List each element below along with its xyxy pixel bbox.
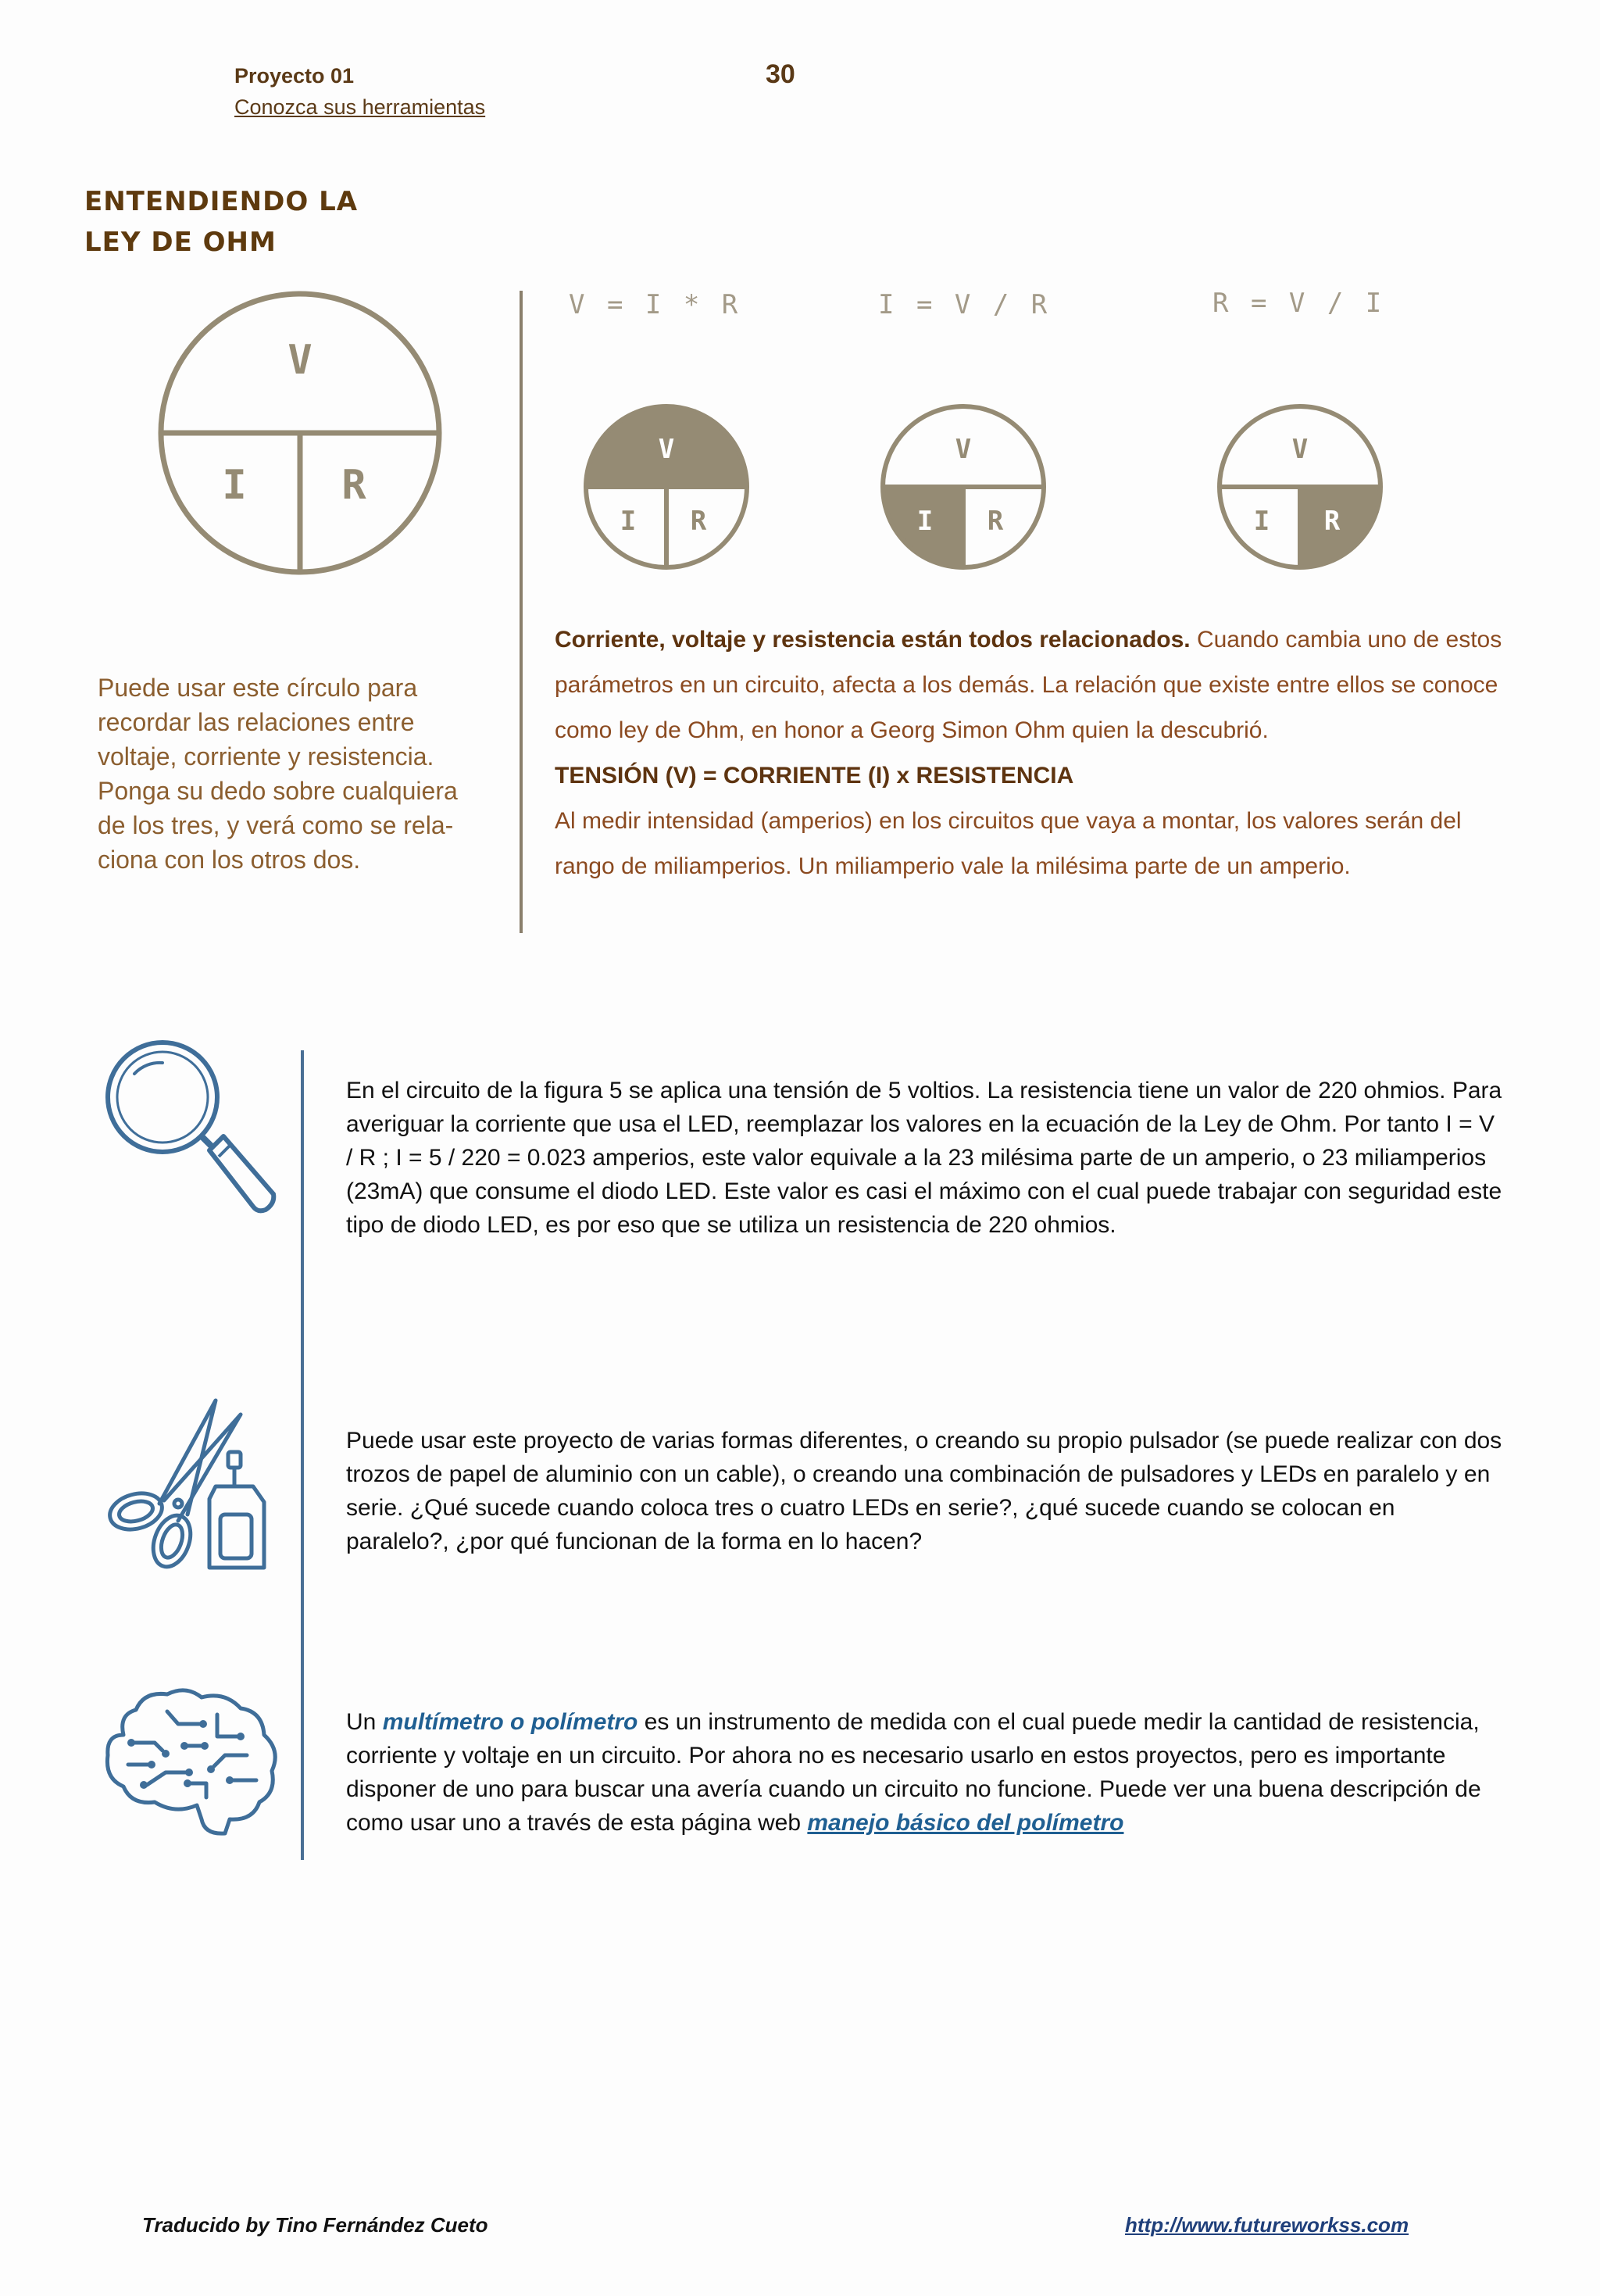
footer-url-link[interactable]: http://www.futureworkss.com (1125, 2213, 1409, 2237)
multimeter-paragraph (346, 1705, 1502, 1840)
ohm-circle-r-highlight (1213, 400, 1387, 574)
formula-r: R = V / I (1212, 288, 1385, 319)
ohm-circle-diagram (155, 288, 445, 578)
small-v-label: V (955, 434, 972, 465)
caption-line: Puede usar este círculo para (98, 674, 418, 702)
ohm-relationship-text (555, 617, 1516, 889)
ohm-law-formula: TENSIÓN (V) = CORRIENTE (I) x RESISTENCIA (555, 763, 1074, 789)
circle-label-i: I (222, 462, 247, 509)
header-project: Proyecto 01 (234, 64, 355, 88)
magnifying-glass-icon (100, 1033, 281, 1221)
project-variations-paragraph: Puede usar este proyecto de varias formas diferentes, o creando su propio pulsador (se puede realizar con dos trozos de papel de aluminio con un cable), o creando una combinación de pulsadores y LEDs en paralelo y en serie. ¿Qué sucede cuando coloca tres o cuatro LEDs en serie?, ¿qué sucede cuando se colocan en paralelo?, ¿por qué funcionan de la forma en lo hacen? (346, 1428, 1502, 1554)
section-divider (520, 291, 523, 933)
small-i-label: I (1253, 506, 1270, 537)
milliamp-note: Al medir intensidad (amperios) en los circuitos que vaya a montar, los valores serán del rango de miliamperios. Un miliamperio vale la milésima parte de un amperio. (555, 808, 1462, 879)
section-title-line1: ENTENDIENDO LA (84, 186, 359, 217)
ohm-circle-i-highlight (877, 400, 1050, 574)
multimeter-text-mid: es un instrumento de medida con el cual puede medir la cantidad de resistencia, corriente y voltaje en un circuito. Por ahora no es necesario usarlo en estos proyectos, pero es importante disponer de uno para buscar una avería cuando un circuito no funcione. Puede ver una buena descripción de como usar uno a través de esta página web (346, 1709, 1481, 1836)
caption-line: Ponga su dedo sobre cualquiera (98, 777, 458, 805)
relationship-body: Cuando cambia uno de estos parámetros en un circuito, afecta a los demás. La relación que existe entre ellos se conoce como ley de Ohm, en honor a Georg Simon Ohm quien la descubrió. (555, 627, 1502, 743)
relationship-lead: Corriente, voltaje y resistencia están todos relacionados. (555, 627, 1191, 653)
footer-credit: Traducido by Tino Fernández Cueto (142, 2213, 488, 2237)
multimeter-guide-link[interactable]: manejo básico del polímetro (807, 1810, 1124, 1836)
small-i-label: I (916, 506, 934, 537)
multimeter-text-pre: Un (346, 1709, 383, 1735)
small-i-label: I (620, 506, 637, 537)
brain-circuit-icon (100, 1680, 284, 1836)
caption-line: de los tres, y verá como se rela- (98, 811, 454, 839)
multimeter-link[interactable]: multímetro o polímetro (382, 1709, 638, 1735)
circle-label-v: V (288, 337, 312, 384)
circle-label-r: R (341, 462, 366, 509)
small-r-label: R (1323, 506, 1341, 537)
small-v-label: V (658, 434, 675, 465)
scissors-glue-icon (100, 1393, 284, 1577)
small-r-label: R (987, 506, 1004, 537)
caption-line: voltaje, corriente y resistencia. (98, 742, 434, 771)
header-subtitle[interactable]: Conozca sus herramientas (234, 95, 486, 119)
section-title-line2: LEY DE OHM (84, 227, 277, 258)
caption-line: recordar las relaciones entre (98, 708, 415, 736)
formula-v: V = I * R (569, 289, 741, 320)
circle-caption (98, 671, 504, 877)
ohm-circle-v-highlight (580, 400, 753, 574)
page-number: 30 (766, 59, 795, 89)
section-title (84, 181, 358, 263)
notes-divider (301, 1050, 304, 1860)
small-v-label: V (1291, 434, 1309, 465)
small-r-label: R (690, 506, 707, 537)
caption-line: ciona con los otros dos. (98, 846, 361, 874)
circuit-example-paragraph: En el circuito de la figura 5 se aplica una tensión de 5 voltios. La resistencia tiene un valor de 220 ohmios. Para averiguar la corriente que usa el LED, reemplazar los valores en la ecuación de la Ley de Ohm. Por tanto I = V / R ; I = 5 / 220 = 0.023 amperios, este valor equivale a la 23 milésima parte de un amperio, o 23 miliamperios (23mA) que consume el diodo LED. Este valor es casi el máximo con el cual puede trabajar con seguridad este tipo de diodo LED, es por eso que se utiliza un resistencia de 220 ohmios. (346, 1078, 1502, 1238)
formula-i: I = V / R (878, 289, 1051, 320)
